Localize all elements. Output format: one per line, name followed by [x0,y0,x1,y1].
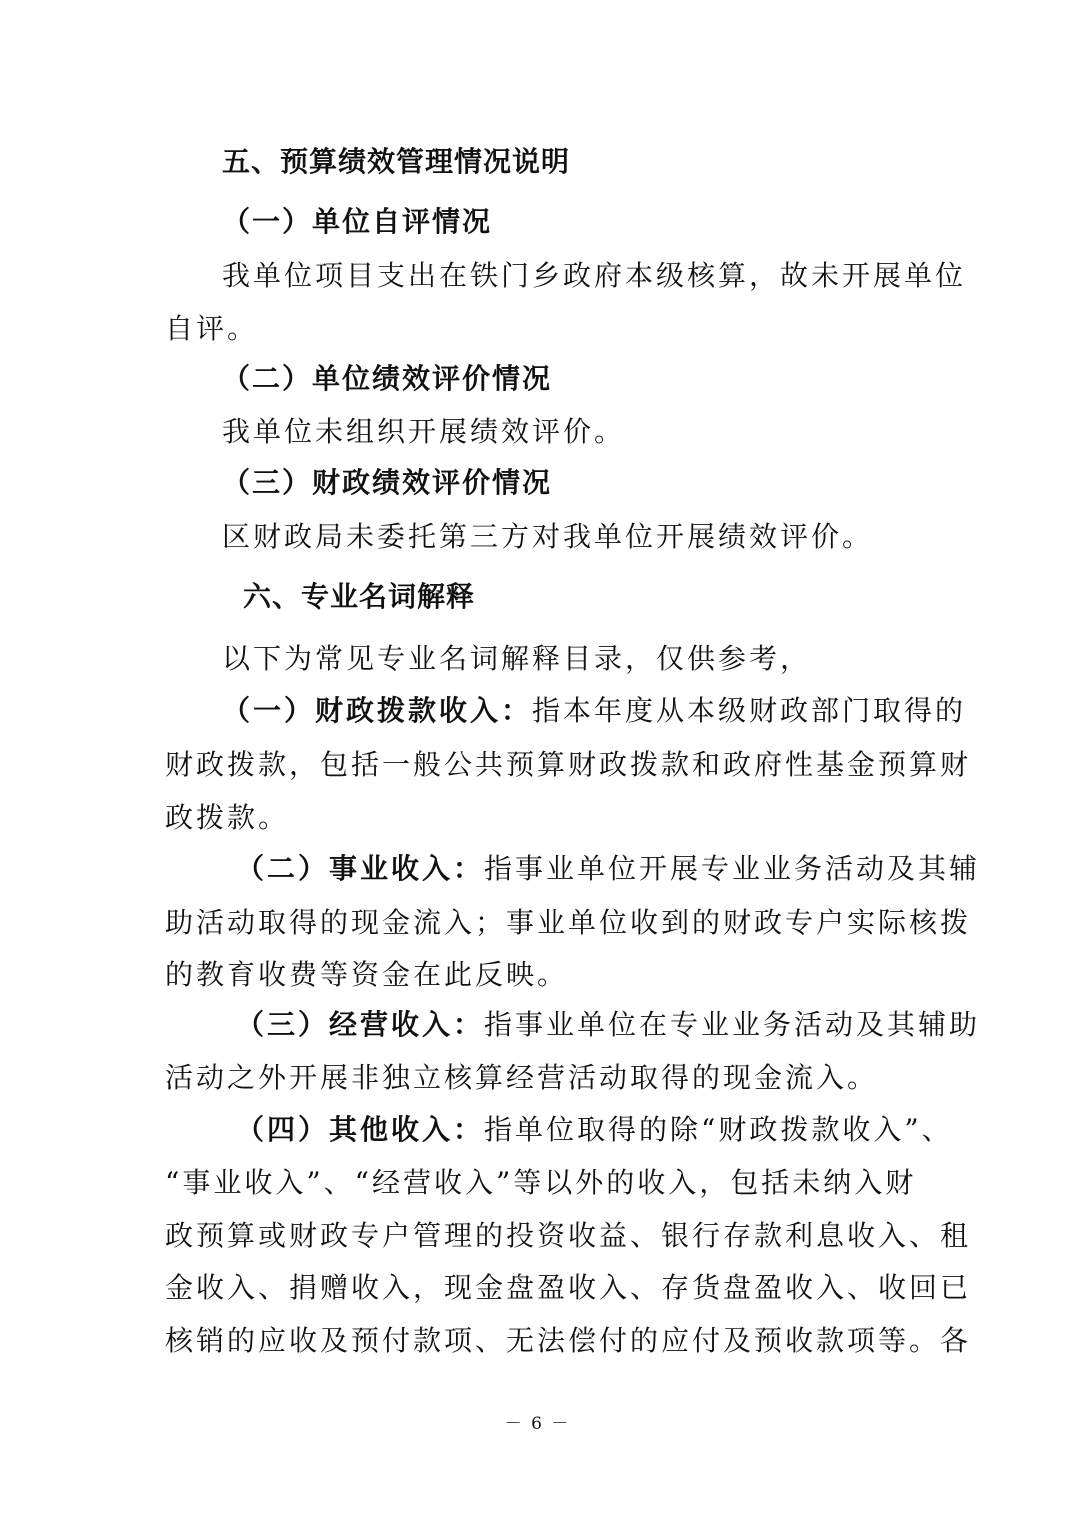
paragraph-line: 区财政局未委托第三方对我单位开展绩效评价。 [222,520,874,553]
term-definition: 指事业单位在专业业务活动及其辅助 [484,1008,981,1041]
glossary-item-other-income [236,1110,996,1150]
paragraph-line: 助活动取得的现金流入；事业单位收到的财政专户实际核拨 [165,906,972,939]
term-definition: 指本年度从本级财政部门取得的 [532,694,967,727]
paragraph-line: 政拨款。 [165,801,290,834]
paragraph-line: 我单位项目支出在铁门乡政府本级核算，故未开展单位 [222,259,967,292]
paragraph-line: 金收入、捐赠收入，现金盘盈收入、存货盘盈收入、收回已 [165,1271,972,1304]
term-label: （三）经营收入： [236,1008,485,1041]
paragraph-line: “事业收入”、“经营收入”等以外的收入，包括未纳入财 [165,1166,917,1199]
paragraph-line: 核销的应收及预付款项、无法偿付的应付及预收款项等。各 [165,1324,972,1357]
paragraph-line: 我单位未组织开展绩效评价。 [222,415,626,448]
section-heading-budget-performance: 五、预算绩效管理情况说明 [222,145,571,178]
term-label: （一）财政拨款收入： [222,694,533,727]
paragraph-line: 财政拨款，包括一般公共预算财政拨款和政府性基金预算财 [165,748,972,781]
section-heading-glossary: 六、专业名词解释 [243,580,476,613]
glossary-item-business-income [236,849,996,889]
paragraph-line: 以下为常见专业名词解释目录，仅供参考， [222,642,812,675]
glossary-item-operating-income [236,1005,996,1045]
subheading-fiscal-performance: （三）财政绩效评价情况 [222,466,553,499]
term-definition: 指单位取得的除“财政拨款收入”、 [484,1113,953,1146]
paragraph-line: 的教育收费等资金在此反映。 [165,958,569,991]
term-label: （四）其他收入： [236,1113,485,1146]
paragraph-line: 自评。 [165,312,259,345]
term-label: （二）事业收入： [236,852,485,885]
subheading-self-evaluation: （一）单位自评情况 [222,205,493,238]
paragraph-line: 政预算或财政专户管理的投资收益、银行存款利息收入、租 [165,1219,972,1252]
subheading-unit-performance: （二）单位绩效评价情况 [222,362,553,395]
term-definition: 指事业单位开展专业业务活动及其辅 [484,852,981,885]
glossary-item-fiscal-appropriation [222,691,982,731]
paragraph-line: 活动之外开展非独立核算经营活动取得的现金流入。 [165,1061,879,1094]
page-number: － 6 － [504,1414,571,1434]
